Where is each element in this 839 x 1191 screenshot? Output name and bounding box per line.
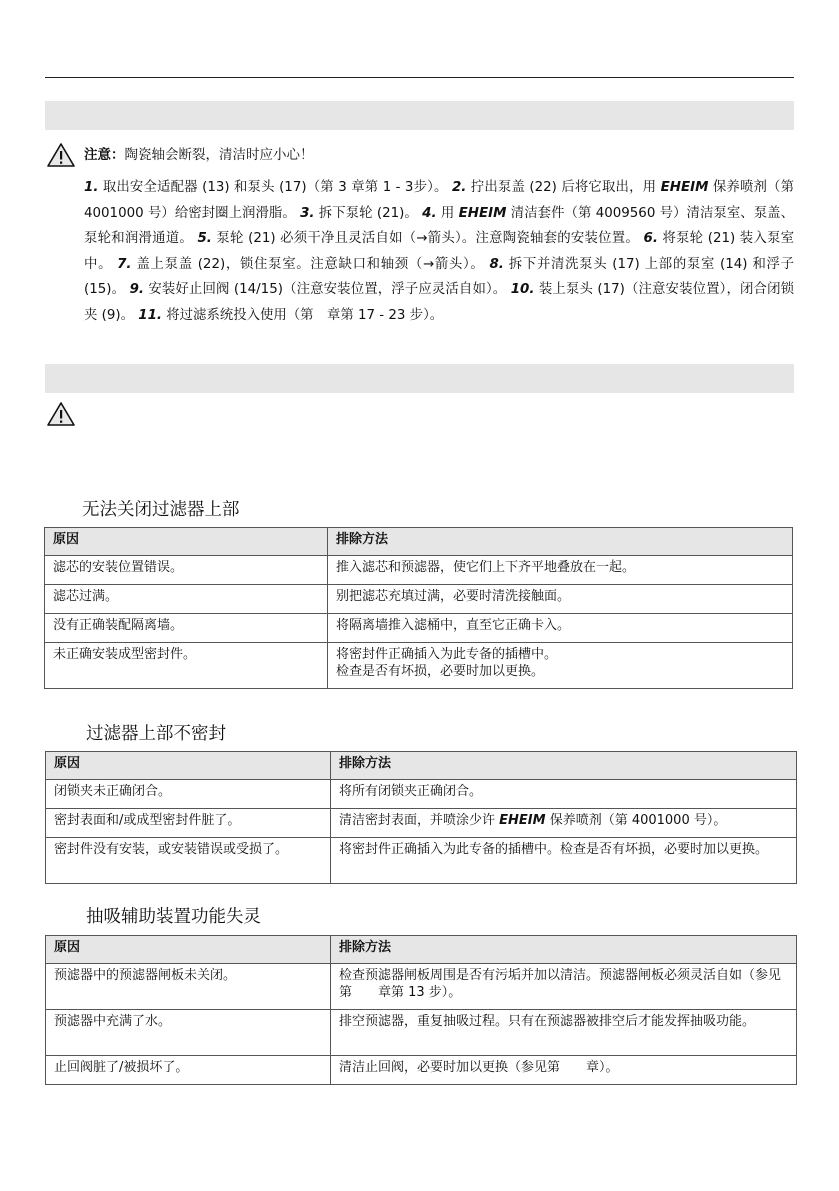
cause-cell: 密封件没有安装，或安装错误或受损了。 [46,838,331,884]
section-title-not-sealed: 过滤器上部不密封 [86,724,226,744]
column-header-remedy: 排除方法 [328,528,793,556]
troubleshooting-table-cannot-close [44,527,793,689]
step-10-text: 装上泵头 (17)（注意安装位置），闭合闭锁夹 (9)。 [84,282,794,323]
step-2-number: 2. [451,180,467,195]
remedy-cell: 将密封件正确插入为此专备的插槽中。检查是否有坏损，必要时加以更换。 [331,838,797,884]
table-row [46,1056,797,1085]
remedy-cell: 推入滤芯和预滤器，使它们上下齐平地叠放在一起。 [328,556,793,585]
remedy-line: 将密封件正确插入为此专备的插槽中。 [336,647,558,662]
section-title-cannot-close: 无法关闭过滤器上部 [82,500,240,520]
table-row [46,964,797,1010]
cause-cell: 没有正确装配隔离墙。 [45,614,328,643]
cause-cell: 预滤器中的预滤器闸板未关闭。 [46,964,331,1010]
step-6-number: 6. [643,231,658,246]
step-8-text: 拆下并清洗泵头 (17) 上部的泵室 (14) 和浮子 (15)。 [84,256,794,297]
step-2-text: 拧出泵盖 (22) 后将它取出，用 [466,180,661,195]
remedy-cell: 排空预滤器，重复抽吸过程。只有在预滤器被排空后才能发挥抽吸功能。 [331,1010,797,1056]
brand-eheim: EHEIM [660,180,709,195]
table-row [45,585,793,614]
remedy-cell: 检查预滤器闸板周围是否有污垢并加以清洁。预滤器闸板必须灵活自如（参见第 章第 13 步）。 [331,964,797,1010]
step-9-number: 9. [129,282,144,297]
step-4-text-cont: 清洁套件（第 4009560 号）清洁泵室、泵盖、泵轮和润滑通道。 [84,205,794,246]
remedy-cell: 将隔离墙推入滤桶中，直至它正确卡入。 [328,614,793,643]
step-4-number: 4. [422,205,437,221]
step-1-number: 1. [84,180,99,195]
remedy-cell: 清洁止回阀，必要时加以更换（参见第 章）。 [331,1056,797,1085]
table-header-row [45,528,793,556]
brand-eheim: EHEIM [499,813,546,828]
step-6-text: 将泵轮 (21) 装入泵室中。 [84,231,794,272]
column-header-cause: 原因 [45,528,328,556]
remedy-line: 检查是否有坏损，必要时加以更换。 [336,664,545,679]
step-1-text: 取出安全适配器 (13) 和泵头 (17)（第 3 章第 1 - 3步）。 [98,180,448,195]
warning-icon [46,401,76,427]
column-header-remedy: 排除方法 [331,752,797,780]
top-rule [45,77,794,78]
warning-icon [46,142,76,168]
troubleshooting-table-not-sealed [45,751,797,884]
step-9-text: 安装好止回阀 (14/15)（注意安装位置，浮子应灵活自如）。 [143,282,507,297]
column-header-remedy: 排除方法 [331,936,797,964]
remedy-text: 保养喷剂（第 4001000 号）。 [545,813,727,828]
cause-cell: 滤芯的安装位置错误。 [45,556,328,585]
troubleshooting-table-suction-aid [45,935,797,1085]
caution-note [84,145,314,165]
remedy-cell: 别把滤芯充填过满，必要时清洗接触面。 [328,585,793,614]
step-11-number: 11. [138,307,163,323]
step-7-number: 7. [117,256,132,272]
caution-text: 陶瓷轴会断裂，清洁时应小心！ [124,147,314,163]
section-header-bar-2 [45,364,794,393]
step-10-number: 10. [510,282,535,297]
cause-cell: 滤芯过满。 [45,585,328,614]
step-3-text: 拆下泵轮 (21)。 [314,205,418,221]
table-row [46,809,797,838]
table-row [46,780,797,809]
step-4-text: 用 [436,205,459,221]
table-header-row [46,936,797,964]
step-5-text: 泵轮 (21) 必须干净且灵活自如（→箭头）。注意陶瓷轴套的安装位置。 [211,231,640,246]
table-row [46,1010,797,1056]
step-8-number: 8. [489,256,504,272]
table-row [45,556,793,585]
remedy-cell [328,643,793,689]
remedy-cell: 将所有闭锁夹正确闭合。 [331,780,797,809]
table-row [45,643,793,689]
step-3-number: 3. [300,205,315,221]
column-header-cause: 原因 [46,936,331,964]
remedy-cell [331,809,797,838]
step-11-text: 将过滤系统投入使用（第 章第 17 - 23 步）。 [162,307,444,323]
table-row [46,838,797,884]
section-header-bar-1 [45,101,794,130]
column-header-cause: 原因 [46,752,331,780]
cause-cell: 未正确安装成型密封件。 [45,643,328,689]
caution-label: 注意： [84,147,125,163]
brand-eheim: EHEIM [458,205,507,221]
cause-cell: 预滤器中充满了水。 [46,1010,331,1056]
step-7-text: 盖上泵盖 (22)，锁住泵室。注意缺口和轴颈（→箭头）。 [131,256,485,272]
step-2-text-cont: 保养喷剂（第 4001000 号）给密封圈上润滑脂。 [84,180,794,221]
cause-cell: 止回阀脏了/被损坏了。 [46,1056,331,1085]
table-row [45,614,793,643]
cause-cell: 闭锁夹未正确闭合。 [46,780,331,809]
remedy-text: 清洁密封表面，并喷涂少许 [339,813,500,828]
section-title-suction-aid: 抽吸辅助装置功能失灵 [86,907,261,927]
cause-cell: 密封表面和/或成型密封件脏了。 [46,809,331,838]
cleaning-steps [84,175,794,328]
table-header-row [46,752,797,780]
step-5-number: 5. [197,231,212,246]
